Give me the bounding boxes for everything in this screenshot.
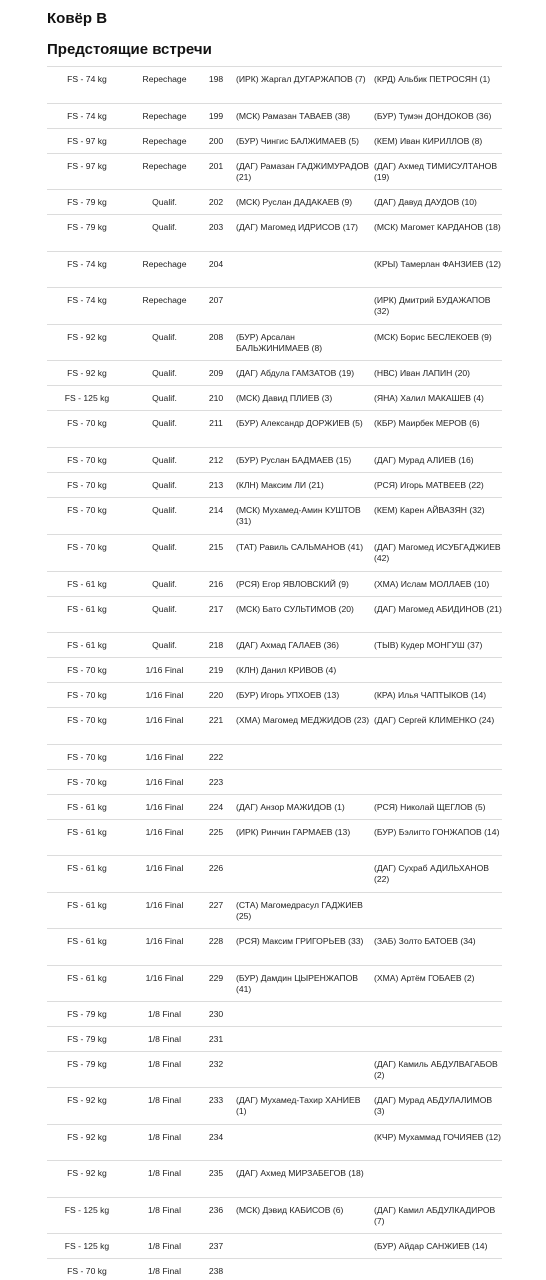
bout-category: FS - 92 kg — [67, 1095, 107, 1105]
bout-number: 215 — [208, 542, 224, 552]
bout-row — [47, 1233, 502, 1258]
bout-number: 214 — [208, 505, 224, 515]
bout-round: 1/8 Final — [148, 1205, 181, 1215]
bout-round: Qualif. — [152, 604, 177, 614]
red-corner-athlete: (БУР) Дамдин ЦЫРЕНЖАПОВ (41) — [236, 973, 358, 994]
bout-round: 1/16 Final — [145, 827, 184, 837]
bout-category: FS - 70 kg — [67, 752, 107, 762]
bout-row — [47, 447, 502, 472]
red-corner-athlete: (ИРК) Ринчин ГАРМАЕВ (13) — [236, 827, 351, 837]
bout-round: Qualif. — [152, 418, 177, 428]
blue-corner-athlete: (ДАГ) Магомед АБИДИНОВ (21) — [374, 604, 502, 614]
bout-round: 1/16 Final — [145, 665, 184, 675]
blue-corner-athlete: (ДАГ) Ахмед ТИМИСУЛТАНОВ (19) — [374, 161, 498, 182]
blue-corner-athlete: (ЯНА) Халил МАКАШЕВ (4) — [374, 393, 484, 403]
bout-number: 223 — [208, 777, 224, 787]
bout-number: 219 — [208, 665, 224, 675]
bout-round: 1/8 Final — [148, 1168, 181, 1178]
blue-corner-athlete: (ХМА) Ислам МОЛЛАЕВ (10) — [374, 579, 490, 589]
bout-round: Qualif. — [152, 197, 177, 207]
bout-row — [47, 928, 502, 965]
bout-number: 210 — [208, 393, 224, 403]
red-corner-athlete: (БУР) Руслан БАДМАЕВ (15) — [236, 455, 352, 465]
bout-row — [47, 769, 502, 794]
bout-round: 1/16 Final — [145, 690, 184, 700]
bout-row — [47, 632, 502, 657]
bout-category: FS - 92 kg — [67, 1132, 107, 1142]
bout-number: 230 — [208, 1009, 224, 1019]
bout-round: 1/16 Final — [145, 936, 184, 946]
blue-corner-athlete: (НВС) Иван ЛАПИН (20) — [374, 368, 471, 378]
bout-row — [47, 214, 502, 251]
bout-category: FS - 79 kg — [67, 1034, 107, 1044]
red-corner-athlete: (МСК) Бато СУЛЬТИМОВ (20) — [236, 604, 354, 614]
bout-category: FS - 61 kg — [67, 640, 107, 650]
red-corner-athlete: (ХМА) Магомед МЕДЖИДОВ (23) — [236, 715, 370, 725]
bout-round: 1/16 Final — [145, 777, 184, 787]
bout-round: 1/16 Final — [145, 973, 184, 983]
bout-row — [47, 819, 502, 855]
mat-title: Ковёр B — [47, 10, 108, 27]
bout-category: FS - 61 kg — [67, 604, 107, 614]
red-corner-athlete: (ТАТ) Равиль САЛЬМАНОВ (41) — [236, 542, 364, 552]
red-corner-athlete: (БУР) Арсалан БАЛЬЖИНИМАЕВ (8) — [236, 332, 323, 353]
bout-row — [47, 571, 502, 596]
blue-corner-athlete: (ДАГ) Камиль АБДУЛВАГАБОВ (2) — [374, 1059, 498, 1080]
bout-number: 237 — [208, 1241, 224, 1251]
bout-row — [47, 103, 502, 128]
bout-number: 225 — [208, 827, 224, 837]
bout-category: FS - 70 kg — [67, 418, 107, 428]
blue-corner-athlete: (БУР) Бэлигто ГОНЖАПОВ (14) — [374, 827, 500, 837]
bout-category: FS - 70 kg — [67, 480, 107, 490]
bout-row — [47, 1001, 502, 1026]
bout-number: 200 — [208, 136, 224, 146]
bout-round: Repechage — [142, 111, 187, 121]
bout-round: 1/16 Final — [145, 715, 184, 725]
bout-row — [47, 657, 502, 682]
bout-round: Repechage — [142, 74, 187, 84]
bout-row — [47, 1258, 502, 1280]
blue-corner-athlete: (ДАГ) Сухраб АДИЛЬХАНОВ (22) — [374, 863, 489, 884]
blue-corner-athlete: (КРА) Илья ЧАПТЫКОВ (14) — [374, 690, 487, 700]
bout-round: Qualif. — [152, 332, 177, 342]
blue-corner-athlete: (МСК) Магомет КАРДАНОВ (18) — [374, 222, 501, 232]
bout-category: FS - 97 kg — [67, 161, 107, 171]
blue-corner-athlete: (БУР) Тумэн ДОНДОКОВ (36) — [374, 111, 492, 121]
bout-number: 235 — [208, 1168, 224, 1178]
bout-category: FS - 70 kg — [67, 777, 107, 787]
bout-category: FS - 74 kg — [67, 111, 107, 121]
bout-row — [47, 472, 502, 497]
bout-round: 1/8 Final — [148, 1132, 181, 1142]
bout-category: FS - 125 kg — [64, 1205, 110, 1215]
bout-round: Repechage — [142, 259, 187, 269]
bout-round: 1/8 Final — [148, 1095, 181, 1105]
bout-category: FS - 92 kg — [67, 1168, 107, 1178]
bout-row — [47, 1160, 502, 1197]
blue-corner-athlete: (БУР) Айдар САНЖИЕВ (14) — [374, 1241, 488, 1251]
bout-number: 218 — [208, 640, 224, 650]
red-corner-athlete: (РСЯ) Егор ЯВЛОВСКИЙ (9) — [236, 579, 349, 589]
bout-category: FS - 61 kg — [67, 900, 107, 910]
red-corner-athlete: (КЛН) Данил КРИВОВ (4) — [236, 665, 337, 675]
red-corner-athlete: (ДАГ) Магомед ИДРИСОВ (17) — [236, 222, 358, 232]
bout-row — [47, 251, 502, 287]
bout-row — [47, 410, 502, 447]
bout-row — [47, 153, 502, 189]
bout-category: FS - 74 kg — [67, 74, 107, 84]
bout-number: 208 — [208, 332, 224, 342]
bout-round: 1/16 Final — [145, 802, 184, 812]
blue-corner-athlete: (ХМА) Артём ГОБАЕВ (2) — [374, 973, 475, 983]
bout-round: Qualif. — [152, 579, 177, 589]
bout-round: Repechage — [142, 136, 187, 146]
blue-corner-athlete: (ДАГ) Магомед ИСУБГАДЖИЕВ (42) — [374, 542, 501, 563]
bout-number: 201 — [208, 161, 224, 171]
red-corner-athlete: (МСК) Дэвид КАБИСОВ (6) — [236, 1205, 344, 1215]
bout-row — [47, 1087, 502, 1124]
bout-number: 231 — [208, 1034, 224, 1044]
bout-category: FS - 70 kg — [67, 665, 107, 675]
bout-number: 238 — [208, 1266, 224, 1276]
bout-number: 217 — [208, 604, 224, 614]
bout-category: FS - 61 kg — [67, 863, 107, 873]
red-corner-athlete: (ДАГ) Ахмад ГАЛАЕВ (36) — [236, 640, 339, 650]
bout-number: 227 — [208, 900, 224, 910]
bout-number: 229 — [208, 973, 224, 983]
red-corner-athlete: (РСЯ) Максим ГРИГОРЬЕВ (33) — [236, 936, 364, 946]
bout-category: FS - 61 kg — [67, 802, 107, 812]
bout-round: 1/8 Final — [148, 1059, 181, 1069]
red-corner-athlete: (СТА) Магомедрасул ГАДЖИЕВ (25) — [236, 900, 363, 921]
bout-number: 228 — [208, 936, 224, 946]
section-title: Предстоящие встречи — [47, 41, 212, 58]
red-corner-athlete: (ДАГ) Абдула ГАМЗАТОВ (19) — [236, 368, 355, 378]
bout-number: 202 — [208, 197, 224, 207]
bout-round: 1/8 Final — [148, 1009, 181, 1019]
bout-number: 213 — [208, 480, 224, 490]
upcoming-bouts-table — [47, 66, 502, 1280]
bout-round: Qualif. — [152, 455, 177, 465]
bout-category: FS - 74 kg — [67, 295, 107, 305]
bout-row — [47, 892, 502, 928]
red-corner-athlete: (ДАГ) Анзор МАЖИДОВ (1) — [236, 802, 345, 812]
bout-number: 236 — [208, 1205, 224, 1215]
red-corner-athlete: (МСК) Мухамед-Амин КУШТОВ (31) — [236, 505, 361, 526]
bout-row — [47, 744, 502, 769]
blue-corner-athlete: (ДАГ) Камил АБДУЛКАДИРОВ (7) — [374, 1205, 496, 1226]
bout-row — [47, 128, 502, 153]
bout-round: Qualif. — [152, 480, 177, 490]
bout-category: FS - 79 kg — [67, 1059, 107, 1069]
bout-number: 209 — [208, 368, 224, 378]
bout-category: FS - 125 kg — [64, 393, 110, 403]
bout-number: 207 — [208, 295, 224, 305]
bout-category: FS - 61 kg — [67, 579, 107, 589]
bout-row — [47, 682, 502, 707]
blue-corner-athlete: (КРЫ) Тамерлан ФАНЗИЕВ (12) — [374, 259, 501, 269]
bout-row — [47, 189, 502, 214]
blue-corner-athlete: (РСЯ) Игорь МАТВЕЕВ (22) — [374, 480, 484, 490]
bout-category: FS - 92 kg — [67, 368, 107, 378]
bout-number: 233 — [208, 1095, 224, 1105]
blue-corner-athlete: (КЕМ) Иван КИРИЛЛОВ (8) — [374, 136, 483, 146]
bout-number: 203 — [208, 222, 224, 232]
blue-corner-athlete: (КБР) Маирбек МЕРОВ (6) — [374, 418, 480, 428]
bout-number: 221 — [208, 715, 224, 725]
red-corner-athlete: (ДАГ) Ахмед МИРЗАБЕГОВ (18) — [236, 1168, 364, 1178]
bout-number: 198 — [208, 74, 224, 84]
bout-round: 1/16 Final — [145, 752, 184, 762]
red-corner-athlete: (ИРК) Жаргал ДУГАРЖАПОВ (7) — [236, 74, 366, 84]
bout-row — [47, 1197, 502, 1233]
bout-round: Qualif. — [152, 368, 177, 378]
red-corner-athlete: (КЛН) Максим ЛИ (21) — [236, 480, 324, 490]
bout-row — [47, 596, 502, 632]
bout-category: FS - 61 kg — [67, 973, 107, 983]
bout-row — [47, 66, 502, 103]
bout-row — [47, 794, 502, 819]
red-corner-athlete: (БУР) Чингис БАЛЖИМАЕВ (5) — [236, 136, 360, 146]
bout-category: FS - 125 kg — [64, 1241, 110, 1251]
blue-corner-athlete: (ДАГ) Давуд ДАУДОВ (10) — [374, 197, 477, 207]
blue-corner-athlete: (ДАГ) Сергей КЛИМЕНКО (24) — [374, 715, 495, 725]
red-corner-athlete: (БУР) Игорь УПХОЕВ (13) — [236, 690, 340, 700]
bout-round: 1/16 Final — [145, 900, 184, 910]
bout-row — [47, 1051, 502, 1087]
bout-row — [47, 385, 502, 410]
bout-row — [47, 1026, 502, 1051]
bout-category: FS - 79 kg — [67, 1009, 107, 1019]
bout-category: FS - 79 kg — [67, 222, 107, 232]
red-corner-athlete: (ДАГ) Рамазан ГАДЖИМУРАДОВ (21) — [236, 161, 370, 182]
bout-round: 1/16 Final — [145, 863, 184, 873]
bout-number: 204 — [208, 259, 224, 269]
bout-category: FS - 70 kg — [67, 542, 107, 552]
bout-category: FS - 61 kg — [67, 827, 107, 837]
bout-row — [47, 497, 502, 534]
bout-category: FS - 97 kg — [67, 136, 107, 146]
bout-number: 220 — [208, 690, 224, 700]
blue-corner-athlete: (КЕМ) Карен АЙВАЗЯН (32) — [374, 505, 485, 515]
bout-round: 1/8 Final — [148, 1266, 181, 1276]
blue-corner-athlete: (ДАГ) Мурад АБДУЛАЛИМОВ (3) — [374, 1095, 493, 1116]
red-corner-athlete: (МСК) Руслан ДАДАКАЕВ (9) — [236, 197, 353, 207]
bout-category: FS - 70 kg — [67, 690, 107, 700]
bout-row — [47, 965, 502, 1001]
blue-corner-athlete: (РСЯ) Николай ЩЕГЛОВ (5) — [374, 802, 486, 812]
bout-round: 1/8 Final — [148, 1241, 181, 1251]
bout-category: FS - 74 kg — [67, 259, 107, 269]
bout-round: Qualif. — [152, 222, 177, 232]
bout-category: FS - 61 kg — [67, 936, 107, 946]
bout-row — [47, 855, 502, 892]
red-corner-athlete: (МСК) Давид ПЛИЕВ (3) — [236, 393, 333, 403]
bout-category: FS - 79 kg — [67, 197, 107, 207]
blue-corner-athlete: (КЧР) Мухаммад ГОЧИЯЕВ (12) — [374, 1132, 502, 1142]
bout-number: 234 — [208, 1132, 224, 1142]
bout-row — [47, 287, 502, 324]
bout-number: 199 — [208, 111, 224, 121]
bout-row — [47, 534, 502, 571]
bout-round: Repechage — [142, 161, 187, 171]
bout-category: FS - 70 kg — [67, 455, 107, 465]
blue-corner-athlete: (ДАГ) Мурад АЛИЕВ (16) — [374, 455, 474, 465]
bout-row — [47, 1124, 502, 1160]
bout-category: FS - 70 kg — [67, 715, 107, 725]
bout-round: Qualif. — [152, 505, 177, 515]
bout-row — [47, 360, 502, 385]
red-corner-athlete: (ДАГ) Мухамед-Тахир ХАНИЕВ (1) — [236, 1095, 361, 1116]
bout-row — [47, 324, 502, 360]
bout-number: 212 — [208, 455, 224, 465]
bout-number: 211 — [209, 418, 223, 428]
red-corner-athlete: (МСК) Рамазан ТАВАЕВ (38) — [236, 111, 351, 121]
blue-corner-athlete: (ТЫВ) Кудер МОНГУШ (37) — [374, 640, 483, 650]
bout-category: FS - 70 kg — [67, 505, 107, 515]
bout-number: 224 — [208, 802, 224, 812]
bout-round: Qualif. — [152, 542, 177, 552]
red-corner-athlete: (БУР) Александр ДОРЖИЕВ (5) — [236, 418, 363, 428]
bout-number: 216 — [208, 579, 224, 589]
bout-round: 1/8 Final — [148, 1034, 181, 1044]
bout-row — [47, 707, 502, 744]
bout-number: 222 — [208, 752, 224, 762]
bout-category: FS - 70 kg — [67, 1266, 107, 1276]
blue-corner-athlete: (ИРК) Дмитрий БУДАЖАПОВ (32) — [374, 295, 491, 316]
blue-corner-athlete: (МСК) Борис БЕСЛЕКОЕВ (9) — [374, 332, 492, 342]
bout-number: 226 — [208, 863, 224, 873]
bout-round: Qualif. — [152, 393, 177, 403]
bout-number: 232 — [208, 1059, 224, 1069]
bout-round: Repechage — [142, 295, 187, 305]
blue-corner-athlete: (КРД) Альбик ПЕТРОСЯН (1) — [374, 74, 491, 84]
bout-category: FS - 92 kg — [67, 332, 107, 342]
bout-round: Qualif. — [152, 640, 177, 650]
blue-corner-athlete: (ЗАБ) Золто БАТОЕВ (34) — [374, 936, 476, 946]
